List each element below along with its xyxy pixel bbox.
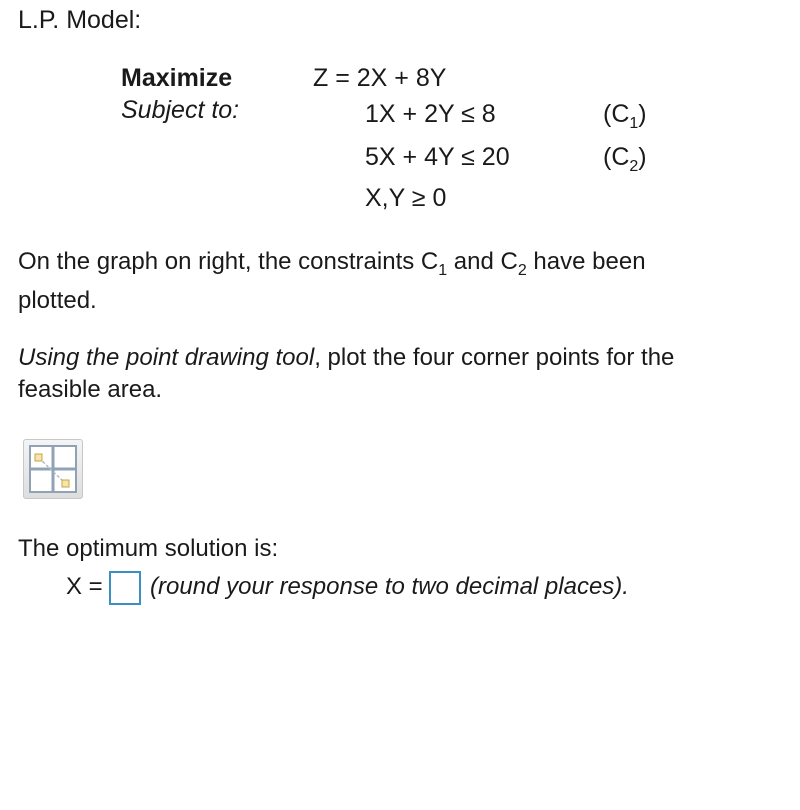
instructions-paragraph-2-line-2: feasible area. — [18, 376, 163, 403]
x-variable-label: X = — [66, 573, 103, 600]
subject-to-label: Subject to: — [121, 96, 240, 124]
page-title: L.P. Model: — [18, 6, 142, 34]
point-drawing-tool-button[interactable] — [23, 439, 83, 499]
constraint-1: 1X + 2Y ≤ 8 — [365, 100, 496, 128]
instructions-paragraph-1-line-2: plotted. — [18, 287, 97, 314]
instructions-paragraph-1: On the graph on right, the constraints $C_1$ and $C_2$ have been — [18, 248, 646, 279]
rounding-hint: (round your response to two decimal places). — [150, 573, 629, 600]
nonnegativity-constraint: X,Y ≥ 0 — [365, 184, 447, 212]
optimum-solution-prompt: The optimum solution is: — [18, 535, 279, 562]
x-answer-row — [66, 569, 629, 605]
maximize-label: Maximize — [121, 64, 233, 92]
point-drawing-tool-icon — [24, 440, 82, 498]
instructions-paragraph-2: Using the point drawing tool, plot the four corner points for the — [18, 344, 675, 371]
constraint-1-label: $(C_1)$ — [603, 100, 647, 132]
constraint-2: 5X + 4Y ≤ 20 — [365, 143, 510, 171]
objective-function: Z = 2X + 8Y — [313, 64, 447, 92]
x-value-input[interactable] — [109, 571, 141, 605]
constraint-2-label: $(C_2)$ — [603, 143, 647, 175]
